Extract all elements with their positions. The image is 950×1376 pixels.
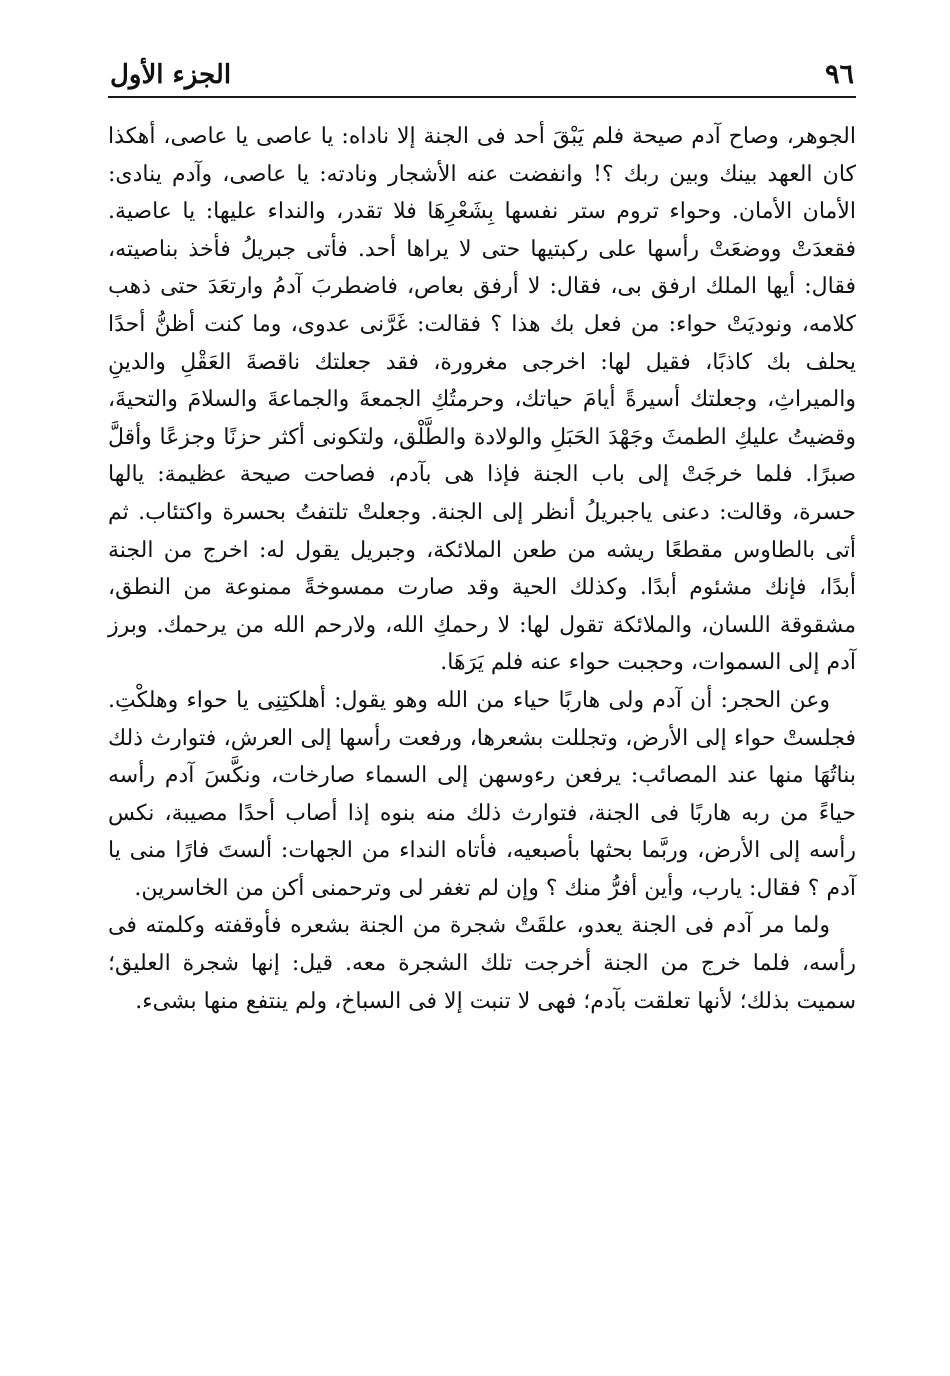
page-header (110, 50, 854, 94)
paragraph-2: وعن الحجر: أن آدم ولى هاربًا حياء من الله وهو يقول: أهلكتِنِى يا حواء وهلكْتِ. فجلستْ حواء إلى الأرض، وتجللت بشعرها، ورفعت رأسها إلى العرش، فتوارث ذلك بناتُهَا منها عند المصائب: يرفعن رءوسهن إلى السماء صارخات، ونكَّسَ آدم رأسه حياءً من ربه هاربًا فى الجنة، فتوارث ذلك منه بنوه إذا أصاب أحدًا مصيبة، نكس رأسه إلى الأرض، وربَّما بحثها بأصبعيه، فأتاه النداء من الجهات: ألستَ فارًا منى يا آدم ؟ فقال: يارب، وأين أفرُّ منك ؟ وإن لم تغفر لى وترحمنى أكن من الخاسرين. (108, 687, 856, 901)
paragraph-1: الجوهر، وصاح آدم صيحة فلم يَبْقَ أحد فى الجنة إلا ناداه: يا عاصى يا عاصى، أهكذا كان العهد بينك وبين ربك ؟! وانفضت عنه الأشجار ونادته: يا عاصى، وآدم ينادى: الأمان الأمان. وحواء تروم ستر نفسها بِشَعْرِهَا فلا تقدر، والنداء عليها: يا عاصية. فقعدَتْ ووضعَتْ رأسها على ركبتيها حتى لا يراها أحد. فأتى جبريلُ فأخذ بناصيته، فقال: أيها الملك ارفق بى، فقال: لا أرفق بعاص، فاضطربَ آدمُ وارتعَدَ حتى ذهب كلامه، ونوديَتْ حواء: من فعل بك هذا ؟ فقالت: غَرَّنى عدوى، وما كنت أظنُّ أحدًا يحلف بك كاذبًا، فقيل لها: اخرجى مغرورة، فقد جعلتك ناقصةَ العَقْلِ والدينِ والميراثِ، وجعلتك أسيرةً أيامَ حياتك، وحرمتُكِ الجمعةَ والجماعةَ والسلامَ والتحيةَ، وقضيتُ عليكِ الطمثَ وجَهْدَ الحَبَلِ والولادة والطَّلْق، ولتكونى أكثر حزنًا وجزعًا وأقلَّ صبرًا. فلما خرجَتْ إلى باب الجنة فإذا هى بآدم، فصاحت صيحة عظيمة: يالها حسرة، وقالت: دعنى ياجبريلُ أنظر إلى الجنة. وجعلتْ تلتفتُ بحسرة واكتئاب. ثم أتى بالطاوس مقطعًا ريشه من طعن الملائكة، وجبريل يقول له: اخرج من الجنة أبدًا، فإنك مشئوم أبدًا. وكذلك الحية وقد صارت ممسوخةً ممنوعة من النطق، مشقوقة اللسان، والملائكة تقول لها: لا رحمكِ الله، ولارحم الله من يرحمك. وبرز آدم إلى السموات، وحجبت حواء عنه فلم يَرَهَا. (108, 124, 856, 676)
part-title: الجزء الأول (110, 60, 232, 90)
header-rule (108, 96, 856, 98)
body-text (108, 118, 856, 1020)
paragraph-3: ولما مر آدم فى الجنة يعدو، علقَتْ شجرة من الجنة بشعره فأوقفته وكلمته فى رأسه، فلما خرج من الجنة أخرجت تلك الشجرة معه. قيل: إنها شجرة العليق؛ سميت بذلك؛ لأنها تعلقت بآدم؛ فهى لا تنبت إلا فى السباخ، ولم ينتفع منها بشىء. (108, 913, 856, 1014)
page-number: ٩٦ (824, 59, 854, 90)
